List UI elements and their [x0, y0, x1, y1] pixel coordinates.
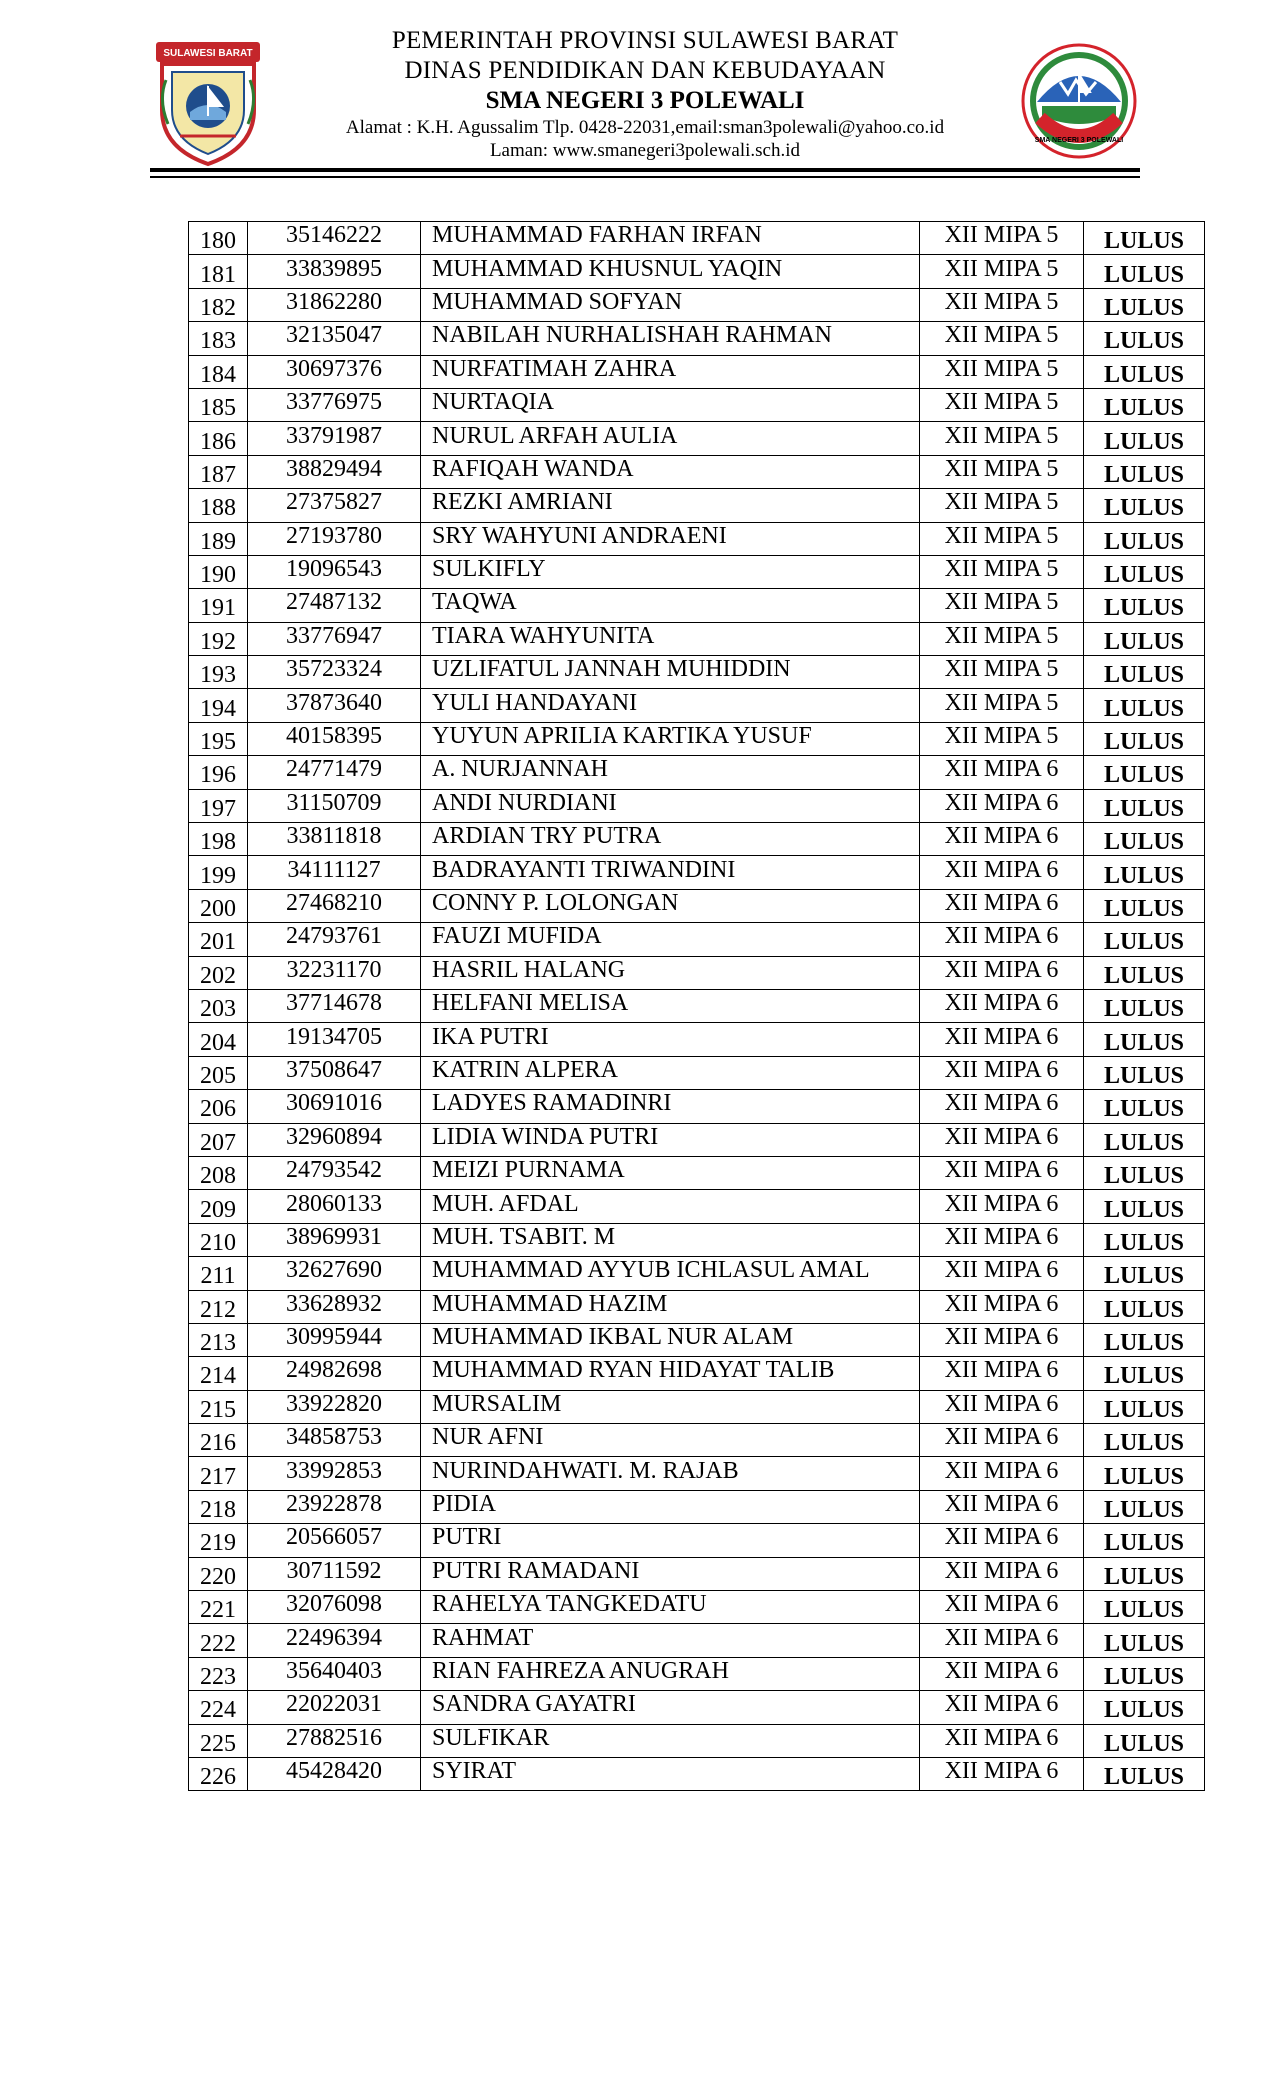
status-cell: LULUS [1084, 1190, 1205, 1223]
student-id-cell: 31150709 [248, 789, 421, 822]
class-cell: XII MIPA 5 [920, 622, 1084, 655]
student-name-cell: SULFIKAR [421, 1724, 920, 1757]
table-row [189, 1691, 1205, 1724]
student-id-cell: 33628932 [248, 1290, 421, 1323]
student-id-cell: 35146222 [248, 222, 421, 255]
row-number-cell: 214 [189, 1357, 248, 1390]
table-row [189, 455, 1205, 488]
status-cell: LULUS [1084, 388, 1205, 421]
status-cell: LULUS [1084, 1624, 1205, 1657]
status-cell: LULUS [1084, 589, 1205, 622]
row-number-cell: 199 [189, 856, 248, 889]
row-number-cell: 215 [189, 1390, 248, 1423]
student-id-cell: 38969931 [248, 1223, 421, 1256]
class-cell: XII MIPA 6 [920, 1156, 1084, 1189]
student-name-cell: BADRAYANTI TRIWANDINI [421, 856, 920, 889]
row-number-cell: 195 [189, 722, 248, 755]
student-id-cell: 19096543 [248, 555, 421, 588]
row-number-cell: 187 [189, 455, 248, 488]
row-number-cell: 222 [189, 1624, 248, 1657]
student-name-cell: MUHAMMAD SOFYAN [421, 288, 920, 321]
table-row [189, 1524, 1205, 1557]
student-id-cell: 34858753 [248, 1424, 421, 1457]
row-number-cell: 226 [189, 1757, 248, 1790]
class-cell: XII MIPA 5 [920, 656, 1084, 689]
table-row [189, 388, 1205, 421]
status-cell: LULUS [1084, 522, 1205, 555]
student-name-cell: ANDI NURDIANI [421, 789, 920, 822]
student-id-cell: 34111127 [248, 856, 421, 889]
student-id-cell: 40158395 [248, 722, 421, 755]
student-name-cell: NURFATIMAH ZAHRA [421, 355, 920, 388]
status-cell: LULUS [1084, 455, 1205, 488]
department-name: DINAS PENDIDIKAN DAN KEBUDAYAAN [404, 57, 886, 84]
table-row [189, 823, 1205, 856]
class-cell: XII MIPA 6 [920, 1457, 1084, 1490]
table-row [189, 1290, 1205, 1323]
status-cell: LULUS [1084, 1156, 1205, 1189]
table-row [189, 355, 1205, 388]
letterhead [150, 26, 1140, 172]
row-number-cell: 205 [189, 1056, 248, 1089]
student-name-cell: PIDIA [421, 1490, 920, 1523]
row-number-cell: 209 [189, 1190, 248, 1223]
student-id-cell: 31862280 [248, 288, 421, 321]
student-id-cell: 33811818 [248, 823, 421, 856]
status-cell: LULUS [1084, 1323, 1205, 1356]
status-cell: LULUS [1084, 489, 1205, 522]
row-number-cell: 186 [189, 422, 248, 455]
status-cell: LULUS [1084, 1424, 1205, 1457]
status-cell: LULUS [1084, 1691, 1205, 1724]
row-number-cell: 189 [189, 522, 248, 555]
student-id-cell: 45428420 [248, 1757, 421, 1790]
student-id-cell: 32231170 [248, 956, 421, 989]
school-logo-icon [1020, 42, 1138, 160]
status-cell: LULUS [1084, 823, 1205, 856]
student-name-cell: YULI HANDAYANI [421, 689, 920, 722]
table-row [189, 1323, 1205, 1356]
table-row [189, 522, 1205, 555]
student-id-cell: 37873640 [248, 689, 421, 722]
row-number-cell: 216 [189, 1424, 248, 1457]
table-row [189, 489, 1205, 522]
class-cell: XII MIPA 6 [920, 956, 1084, 989]
table-row [189, 856, 1205, 889]
table-row [189, 1557, 1205, 1590]
school-address: Alamat : K.H. Agussalim Tlp. 0428-22031,email:sman3polewali@yahoo.co.id [345, 117, 945, 138]
table-row [189, 722, 1205, 755]
status-cell: LULUS [1084, 1023, 1205, 1056]
row-number-cell: 220 [189, 1557, 248, 1590]
class-cell: XII MIPA 6 [920, 1591, 1084, 1624]
student-id-cell: 27193780 [248, 522, 421, 555]
status-cell: LULUS [1084, 1757, 1205, 1790]
student-name-cell: YUYUN APRILIA KARTIKA YUSUF [421, 722, 920, 755]
table-row [189, 589, 1205, 622]
svg-text:SMA NEGERI 3 POLEWALI: SMA NEGERI 3 POLEWALI [1034, 137, 1124, 144]
row-number-cell: 181 [189, 255, 248, 288]
row-number-cell: 180 [189, 222, 248, 255]
student-id-cell: 37508647 [248, 1056, 421, 1089]
student-name-cell: KATRIN ALPERA [421, 1056, 920, 1089]
student-id-cell: 33776947 [248, 622, 421, 655]
status-cell: LULUS [1084, 355, 1205, 388]
class-cell: XII MIPA 6 [920, 1557, 1084, 1590]
student-id-cell: 33776975 [248, 388, 421, 421]
student-id-cell: 30995944 [248, 1323, 421, 1356]
row-number-cell: 212 [189, 1290, 248, 1323]
student-id-cell: 32135047 [248, 322, 421, 355]
row-number-cell: 191 [189, 589, 248, 622]
table-row [189, 1757, 1205, 1790]
class-cell: XII MIPA 6 [920, 1190, 1084, 1223]
row-number-cell: 185 [189, 388, 248, 421]
table-row [189, 322, 1205, 355]
status-cell: LULUS [1084, 1290, 1205, 1323]
table-row [189, 1056, 1205, 1089]
class-cell: XII MIPA 5 [920, 355, 1084, 388]
status-cell: LULUS [1084, 1257, 1205, 1290]
student-name-cell: CONNY P. LOLONGAN [421, 889, 920, 922]
status-cell: LULUS [1084, 1390, 1205, 1423]
table-row [189, 1624, 1205, 1657]
class-cell: XII MIPA 6 [920, 756, 1084, 789]
row-number-cell: 217 [189, 1457, 248, 1490]
student-name-cell: MUHAMMAD KHUSNUL YAQIN [421, 255, 920, 288]
status-cell: LULUS [1084, 923, 1205, 956]
student-id-cell: 19134705 [248, 1023, 421, 1056]
student-id-cell: 33922820 [248, 1390, 421, 1423]
class-cell: XII MIPA 6 [920, 789, 1084, 822]
student-name-cell: MUH. TSABIT. M [421, 1223, 920, 1256]
table-row [189, 1357, 1205, 1390]
student-name-cell: NURINDAHWATI. M. RAJAB [421, 1457, 920, 1490]
student-id-cell: 32076098 [248, 1591, 421, 1624]
table-row [189, 1424, 1205, 1457]
student-name-cell: LIDIA WINDA PUTRI [421, 1123, 920, 1156]
class-cell: XII MIPA 6 [920, 1757, 1084, 1790]
table-row [189, 656, 1205, 689]
class-cell: XII MIPA 6 [920, 1023, 1084, 1056]
class-cell: XII MIPA 5 [920, 288, 1084, 321]
class-cell: XII MIPA 6 [920, 989, 1084, 1022]
row-number-cell: 196 [189, 756, 248, 789]
student-name-cell: SRY WAHYUNI ANDRAENI [421, 522, 920, 555]
student-name-cell: ARDIAN TRY PUTRA [421, 823, 920, 856]
table-row [189, 1257, 1205, 1290]
row-number-cell: 206 [189, 1090, 248, 1123]
student-name-cell: RAFIQAH WANDA [421, 455, 920, 488]
class-cell: XII MIPA 5 [920, 489, 1084, 522]
student-id-cell: 35640403 [248, 1657, 421, 1690]
class-cell: XII MIPA 6 [920, 1257, 1084, 1290]
graduation-table [188, 221, 1205, 1791]
student-id-cell: 20566057 [248, 1524, 421, 1557]
student-id-cell: 27487132 [248, 589, 421, 622]
student-id-cell: 32960894 [248, 1123, 421, 1156]
student-name-cell: MUHAMMAD HAZIM [421, 1290, 920, 1323]
class-cell: XII MIPA 6 [920, 1490, 1084, 1523]
table-row [189, 1090, 1205, 1123]
student-id-cell: 22022031 [248, 1691, 421, 1724]
table-row [189, 1023, 1205, 1056]
table-row [189, 1190, 1205, 1223]
class-cell: XII MIPA 5 [920, 522, 1084, 555]
status-cell: LULUS [1084, 689, 1205, 722]
class-cell: XII MIPA 6 [920, 1090, 1084, 1123]
student-id-cell: 30697376 [248, 355, 421, 388]
table-row [189, 1724, 1205, 1757]
status-cell: LULUS [1084, 722, 1205, 755]
row-number-cell: 184 [189, 355, 248, 388]
class-cell: XII MIPA 5 [920, 722, 1084, 755]
letterhead-rule-thin [150, 176, 1140, 178]
student-name-cell: MUHAMMAD RYAN HIDAYAT TALIB [421, 1357, 920, 1390]
class-cell: XII MIPA 6 [920, 1290, 1084, 1323]
row-number-cell: 219 [189, 1524, 248, 1557]
status-cell: LULUS [1084, 288, 1205, 321]
status-cell: LULUS [1084, 1090, 1205, 1123]
student-id-cell: 24793761 [248, 923, 421, 956]
row-number-cell: 208 [189, 1156, 248, 1189]
student-name-cell: SULKIFLY [421, 555, 920, 588]
student-id-cell: 30691016 [248, 1090, 421, 1123]
student-name-cell: NURTAQIA [421, 388, 920, 421]
student-id-cell: 30711592 [248, 1557, 421, 1590]
row-number-cell: 225 [189, 1724, 248, 1757]
class-cell: XII MIPA 6 [920, 1056, 1084, 1089]
student-name-cell: MUH. AFDAL [421, 1190, 920, 1223]
student-name-cell: MUHAMMAD IKBAL NUR ALAM [421, 1323, 920, 1356]
student-id-cell: 24982698 [248, 1357, 421, 1390]
row-number-cell: 204 [189, 1023, 248, 1056]
student-name-cell: HELFANI MELISA [421, 989, 920, 1022]
status-cell: LULUS [1084, 889, 1205, 922]
school-website: Laman: www.smanegeri3polewali.sch.id [489, 140, 801, 161]
student-name-cell: MEIZI PURNAMA [421, 1156, 920, 1189]
student-id-cell: 27468210 [248, 889, 421, 922]
row-number-cell: 201 [189, 923, 248, 956]
student-id-cell: 28060133 [248, 1190, 421, 1223]
table-row [189, 689, 1205, 722]
class-cell: XII MIPA 5 [920, 589, 1084, 622]
letterhead-rule-thick [150, 168, 1140, 172]
class-cell: XII MIPA 5 [920, 555, 1084, 588]
status-cell: LULUS [1084, 756, 1205, 789]
table-row [189, 756, 1205, 789]
class-cell: XII MIPA 6 [920, 1524, 1084, 1557]
class-cell: XII MIPA 6 [920, 823, 1084, 856]
status-cell: LULUS [1084, 322, 1205, 355]
student-name-cell: RAHMAT [421, 1624, 920, 1657]
class-cell: XII MIPA 6 [920, 923, 1084, 956]
class-cell: XII MIPA 6 [920, 1424, 1084, 1457]
student-id-cell: 33992853 [248, 1457, 421, 1490]
status-cell: LULUS [1084, 255, 1205, 288]
student-name-cell: NUR AFNI [421, 1424, 920, 1457]
table-row [189, 422, 1205, 455]
student-name-cell: MUHAMMAD FARHAN IRFAN [421, 222, 920, 255]
row-number-cell: 198 [189, 823, 248, 856]
class-cell: XII MIPA 6 [920, 1657, 1084, 1690]
table-row [189, 989, 1205, 1022]
class-cell: XII MIPA 5 [920, 222, 1084, 255]
row-number-cell: 223 [189, 1657, 248, 1690]
table-row [189, 789, 1205, 822]
student-name-cell: RIAN FAHREZA ANUGRAH [421, 1657, 920, 1690]
student-name-cell: REZKI AMRIANI [421, 489, 920, 522]
status-cell: LULUS [1084, 1557, 1205, 1590]
row-number-cell: 224 [189, 1691, 248, 1724]
table-row [189, 1657, 1205, 1690]
row-number-cell: 218 [189, 1490, 248, 1523]
sulawesi-barat-emblem-icon [150, 40, 266, 168]
student-name-cell: A. NURJANNAH [421, 756, 920, 789]
student-id-cell: 33791987 [248, 422, 421, 455]
table-row [189, 1123, 1205, 1156]
class-cell: XII MIPA 6 [920, 1323, 1084, 1356]
student-name-cell: NURUL ARFAH AULIA [421, 422, 920, 455]
student-name-cell: PUTRI [421, 1524, 920, 1557]
row-number-cell: 200 [189, 889, 248, 922]
table-row [189, 555, 1205, 588]
student-name-cell: SANDRA GAYATRI [421, 1691, 920, 1724]
student-id-cell: 33839895 [248, 255, 421, 288]
status-cell: LULUS [1084, 1724, 1205, 1757]
status-cell: LULUS [1084, 222, 1205, 255]
table-row [189, 222, 1205, 255]
student-id-cell: 27375827 [248, 489, 421, 522]
row-number-cell: 192 [189, 622, 248, 655]
class-cell: XII MIPA 5 [920, 422, 1084, 455]
student-id-cell: 24793542 [248, 1156, 421, 1189]
row-number-cell: 210 [189, 1223, 248, 1256]
student-name-cell: HASRIL HALANG [421, 956, 920, 989]
class-cell: XII MIPA 6 [920, 1724, 1084, 1757]
table-row [189, 288, 1205, 321]
table-row [189, 1390, 1205, 1423]
table-row [189, 956, 1205, 989]
table-row [189, 923, 1205, 956]
class-cell: XII MIPA 6 [920, 856, 1084, 889]
student-name-cell: MURSALIM [421, 1390, 920, 1423]
class-cell: XII MIPA 5 [920, 455, 1084, 488]
row-number-cell: 190 [189, 555, 248, 588]
row-number-cell: 197 [189, 789, 248, 822]
class-cell: XII MIPA 6 [920, 1123, 1084, 1156]
student-name-cell: NABILAH NURHALISHAH RAHMAN [421, 322, 920, 355]
student-id-cell: 23922878 [248, 1490, 421, 1523]
class-cell: XII MIPA 6 [920, 1223, 1084, 1256]
row-number-cell: 193 [189, 656, 248, 689]
row-number-cell: 202 [189, 956, 248, 989]
status-cell: LULUS [1084, 1657, 1205, 1690]
status-cell: LULUS [1084, 422, 1205, 455]
student-name-cell: MUHAMMAD AYYUB ICHLASUL AMAL [421, 1257, 920, 1290]
status-cell: LULUS [1084, 1591, 1205, 1624]
row-number-cell: 194 [189, 689, 248, 722]
school-name: SMA NEGERI 3 POLEWALI [485, 87, 805, 114]
class-cell: XII MIPA 6 [920, 1390, 1084, 1423]
row-number-cell: 188 [189, 489, 248, 522]
table-row [189, 1457, 1205, 1490]
row-number-cell: 213 [189, 1323, 248, 1356]
student-name-cell: TIARA WAHYUNITA [421, 622, 920, 655]
table-row [189, 622, 1205, 655]
table-row [189, 1591, 1205, 1624]
class-cell: XII MIPA 6 [920, 889, 1084, 922]
student-name-cell: UZLIFATUL JANNAH MUHIDDIN [421, 656, 920, 689]
row-number-cell: 182 [189, 288, 248, 321]
class-cell: XII MIPA 6 [920, 1691, 1084, 1724]
student-id-cell: 27882516 [248, 1724, 421, 1757]
government-name: PEMERINTAH PROVINSI SULAWESI BARAT [391, 27, 899, 54]
table-row [189, 1156, 1205, 1189]
status-cell: LULUS [1084, 989, 1205, 1022]
class-cell: XII MIPA 5 [920, 322, 1084, 355]
status-cell: LULUS [1084, 656, 1205, 689]
status-cell: LULUS [1084, 789, 1205, 822]
student-id-cell: 32627690 [248, 1257, 421, 1290]
status-cell: LULUS [1084, 1490, 1205, 1523]
class-cell: XII MIPA 6 [920, 1357, 1084, 1390]
svg-text:SULAWESI BARAT: SULAWESI BARAT [163, 48, 253, 59]
table-row [189, 1223, 1205, 1256]
student-id-cell: 35723324 [248, 656, 421, 689]
student-id-cell: 22496394 [248, 1624, 421, 1657]
status-cell: LULUS [1084, 856, 1205, 889]
letterhead-text [310, 26, 980, 162]
row-number-cell: 211 [189, 1257, 248, 1290]
student-name-cell: TAQWA [421, 589, 920, 622]
status-cell: LULUS [1084, 1123, 1205, 1156]
status-cell: LULUS [1084, 1223, 1205, 1256]
status-cell: LULUS [1084, 1457, 1205, 1490]
student-name-cell: PUTRI RAMADANI [421, 1557, 920, 1590]
row-number-cell: 183 [189, 322, 248, 355]
row-number-cell: 221 [189, 1591, 248, 1624]
student-name-cell: FAUZI MUFIDA [421, 923, 920, 956]
class-cell: XII MIPA 6 [920, 1624, 1084, 1657]
status-cell: LULUS [1084, 1056, 1205, 1089]
status-cell: LULUS [1084, 1524, 1205, 1557]
class-cell: XII MIPA 5 [920, 689, 1084, 722]
row-number-cell: 207 [189, 1123, 248, 1156]
student-name-cell: RAHELYA TANGKEDATU [421, 1591, 920, 1624]
row-number-cell: 203 [189, 989, 248, 1022]
student-id-cell: 37714678 [248, 989, 421, 1022]
table-row [189, 255, 1205, 288]
student-name-cell: LADYES RAMADINRI [421, 1090, 920, 1123]
status-cell: LULUS [1084, 555, 1205, 588]
student-id-cell: 38829494 [248, 455, 421, 488]
student-name-cell: IKA PUTRI [421, 1023, 920, 1056]
status-cell: LULUS [1084, 622, 1205, 655]
student-id-cell: 24771479 [248, 756, 421, 789]
student-name-cell: SYIRAT [421, 1757, 920, 1790]
status-cell: LULUS [1084, 956, 1205, 989]
status-cell: LULUS [1084, 1357, 1205, 1390]
table-row [189, 1490, 1205, 1523]
class-cell: XII MIPA 5 [920, 388, 1084, 421]
class-cell: XII MIPA 5 [920, 255, 1084, 288]
table-row [189, 889, 1205, 922]
